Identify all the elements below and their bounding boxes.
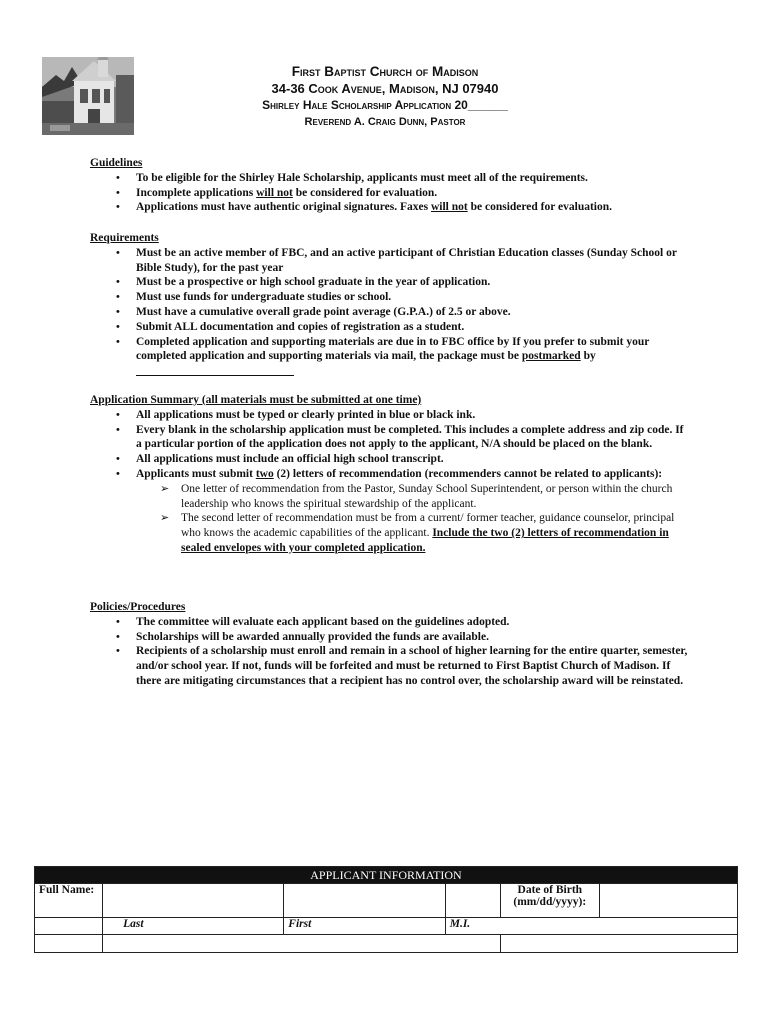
full-name-label: Full Name: xyxy=(35,884,103,918)
blank-input[interactable] xyxy=(103,935,501,953)
mi-label: M.I. xyxy=(445,918,737,935)
first-name-input[interactable] xyxy=(284,884,445,918)
requirements-section xyxy=(90,231,690,381)
list-item: • Recipients of a scholarship must enroll and remain in a school of higher learning for the entire quarter, semester, and/or school year. If not, funds will be forfeited and must be returned to First Baptist Church of Madison. If there are mitigating circumstances that a recipient has no control over, the scholarship award will be reinstated. xyxy=(90,644,690,688)
church-address: 34-36 Cook Avenue, Madison, NJ 07940 xyxy=(271,81,499,96)
list-item: • Completed application and supporting materials are due in to FBC office by If you prefer to submit your completed application and supporting materials via mail, the package must be postmarked by xyxy=(90,335,690,381)
list-item: • All applications must include an official high school transcript. xyxy=(90,452,690,467)
list-item: • All applications must be typed or clearly printed in blue or black ink. xyxy=(90,408,690,423)
summary-title: Application Summary (all materials must be submitted at one time) xyxy=(90,394,422,406)
applicant-info-header: APPLICANT INFORMATION xyxy=(35,867,738,884)
church-photo xyxy=(42,57,134,135)
list-item: • Applicants must submit two (2) letters of recommendation (recommenders cannot be related to applicants): xyxy=(90,467,690,482)
list-item: • The committee will evaluate each applicant based on the guidelines adopted. xyxy=(90,615,690,630)
list-item: • Must have a cumulative overall grade point average (G.P.A.) of 2.5 or above. xyxy=(90,305,690,320)
list-item: • Every blank in the scholarship application must be completed. This includes a complete address and zip code. If a particular portion of the application does not apply to the applicant, N/A should be placed on the blank. xyxy=(90,423,690,453)
letterhead xyxy=(160,63,610,131)
list-item: • Scholarships will be awarded annually provided the funds are available. xyxy=(90,630,690,645)
due-date-blank xyxy=(136,364,294,376)
last-name-input[interactable] xyxy=(103,884,284,918)
list-item: • Applications must have authentic original signatures. Faxes will not be considered for evaluation. xyxy=(90,200,690,215)
list-item: • Must be an active member of FBC, and an active participant of Christian Education classes (Sunday School or Bible Study), for the past year xyxy=(90,246,690,276)
summary-section xyxy=(90,393,690,556)
empty-cell xyxy=(35,935,103,953)
list-item: • Must be a prospective or high school graduate in the year of application. xyxy=(90,275,690,290)
list-item: • Submit ALL documentation and copies of registration as a student. xyxy=(90,320,690,335)
list-item: • To be eligible for the Shirley Hale Scholarship, applicants must meet all of the requirements. xyxy=(90,171,690,186)
applicant-info-table xyxy=(34,866,738,953)
list-item: • Must use funds for undergraduate studies or school. xyxy=(90,290,690,305)
policies-section xyxy=(90,600,690,689)
list-item: ➢ One letter of recommendation from the Pastor, Sunday School Superintendent, or person within the church leadership who knows the spiritual stewardship of the applicant. xyxy=(90,482,690,512)
pastor-name: Reverend A. Craig Dunn, Pastor xyxy=(304,116,466,128)
requirements-title: Requirements xyxy=(90,232,159,244)
empty-cell xyxy=(35,918,103,935)
church-name: First Baptist Church of Madison xyxy=(291,64,479,79)
middle-initial-input[interactable] xyxy=(445,884,500,918)
blank-input[interactable] xyxy=(501,935,738,953)
last-label: Last xyxy=(103,918,284,935)
application-title: Shirley Hale Scholarship Application 20______ xyxy=(262,98,508,112)
dob-input[interactable] xyxy=(599,884,738,918)
guidelines-section xyxy=(90,156,690,215)
guidelines-title: Guidelines xyxy=(90,157,143,169)
policies-title: Policies/Procedures xyxy=(90,601,186,613)
list-item: • Incomplete applications will not be considered for evaluation. xyxy=(90,186,690,201)
list-item: ➢ The second letter of recommendation must be from a current/ former teacher, guidance counselor, principal who knows the academic capabilities of the applicant. Include the two (2) letters of recommendation in sealed envelopes with your completed application. xyxy=(90,511,690,555)
dob-label: Date of Birth (mm/dd/yyyy): xyxy=(501,884,599,918)
first-label: First xyxy=(284,918,445,935)
